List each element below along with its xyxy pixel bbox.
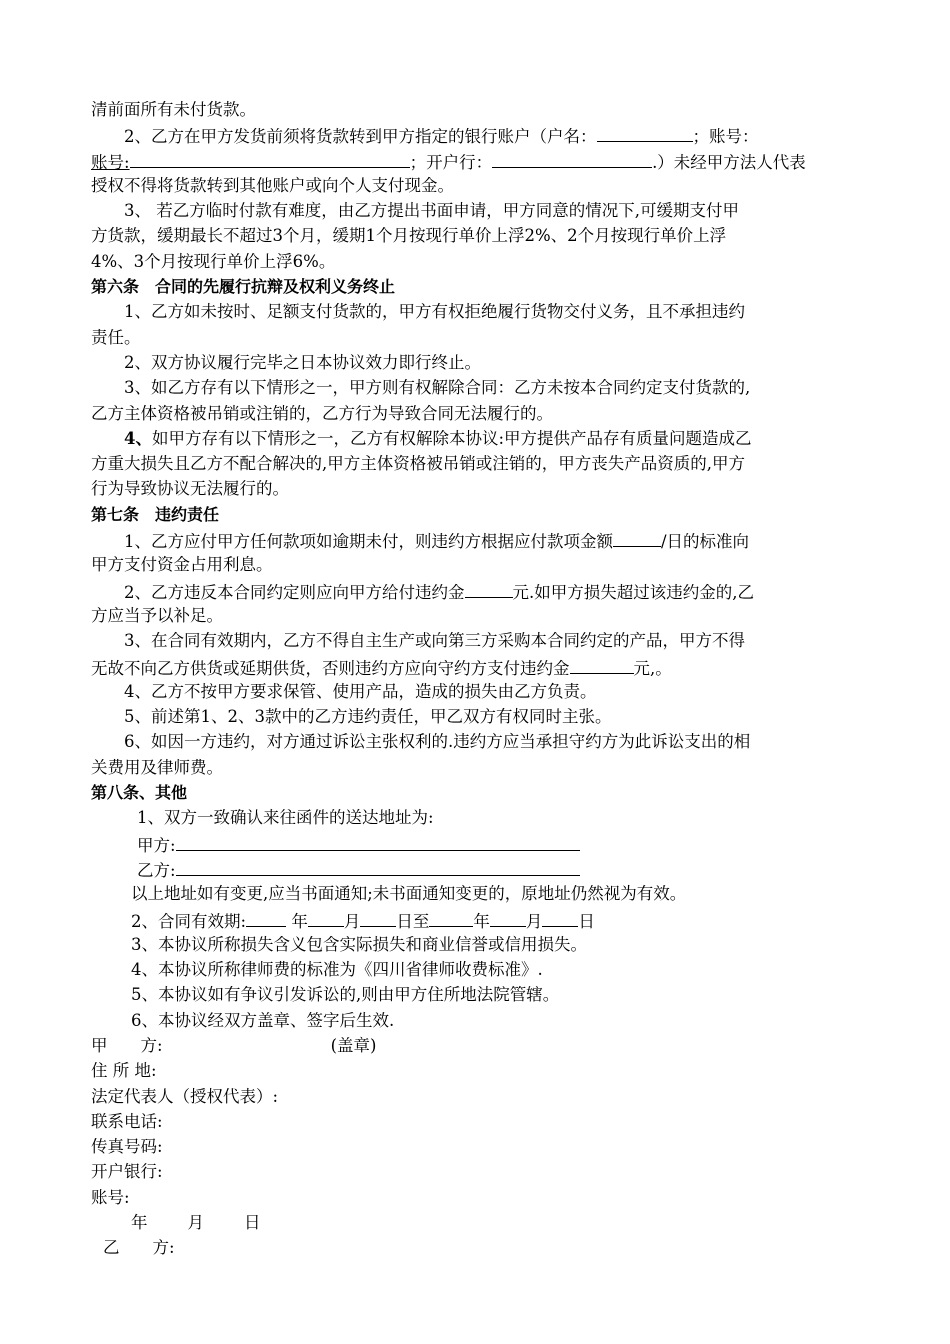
penalty-amount-blank	[570, 654, 634, 674]
phone-label: 联系电话:	[91, 1111, 163, 1131]
text-line: 4、本协议所称律师费的标准为《四川省律师收费标准》.	[131, 960, 543, 980]
text-segment: 月	[343, 911, 361, 931]
text-line: 清前面所有未付货款。	[91, 100, 256, 119]
text-line: 3、在合同有效期内，乙方不得自主生产或向第三方采购本合同约定的产品，甲方不得	[124, 631, 745, 651]
text-segment: 日	[244, 1213, 261, 1233]
bank-info-line	[91, 148, 861, 173]
seal-label: (盖章)	[330, 1035, 377, 1055]
address-label: 住 所 地:	[91, 1061, 157, 1081]
text-line: 甲方支付资金占用利息。	[91, 555, 273, 575]
date-blank	[429, 907, 473, 927]
text-line: 3、本协议所称损失含义包含实际损失和商业信誉或信用损失。	[131, 934, 587, 954]
text-segment: 月	[187, 1213, 204, 1233]
text-line: 以上地址如有变更,应当书面通知;未书面通知变更的，原地址仍然视为有效。	[131, 884, 687, 904]
text-segment: 日	[578, 911, 595, 931]
text-segment: 年	[291, 911, 308, 931]
signature-date	[91, 1210, 861, 1235]
text-segment: 1、乙方应付甲方任何款项如逾期未付，则违约方根据应付款项金额	[124, 532, 613, 552]
text-line: 关费用及律师费。	[91, 757, 223, 777]
text-segment: 2、合同有效期:	[131, 911, 247, 931]
text-line: 3、 若乙方临时付款有难度，由乙方提出书面申请，甲方同意的情况下,可缓期支付甲	[124, 201, 739, 221]
date-blank	[246, 907, 286, 927]
text-line	[91, 578, 861, 603]
text-segment: 无故不向乙方供货或延期供货，否则违约方应向守约方支付违约金	[91, 658, 570, 678]
address-blank	[176, 831, 580, 851]
penalty-amount-blank	[465, 578, 513, 598]
bank-label: 开户银行:	[91, 1162, 163, 1182]
text-segment: 年	[473, 911, 490, 931]
text-segment: ；开户行：	[409, 152, 493, 172]
contract-page	[91, 97, 861, 1261]
account-name-blank	[597, 122, 693, 142]
text-line: 3、如乙方存有以下情形之一，甲方则有权解除合同：乙方未按本合同约定支付货款的,	[124, 378, 751, 398]
fax-label: 传真号码:	[91, 1137, 163, 1157]
date-blank	[490, 907, 526, 927]
address-line-party-a	[91, 831, 861, 856]
account-label: 账号:	[91, 152, 130, 172]
text-line: 方应当予以补足。	[91, 605, 223, 625]
text-line: 4%、3个月按现行单价上浮6%。	[91, 251, 336, 271]
text-line: 责任。	[91, 327, 141, 347]
text-segment: .）未经甲方法人代表	[652, 152, 806, 172]
text-segment: 月	[525, 911, 543, 931]
text-line: 5、前述第1、2、3款中的乙方违约责任，甲乙双方有权同时主张。	[124, 707, 612, 727]
text-segment: 甲方:	[137, 835, 176, 855]
date-blank	[360, 907, 396, 927]
address-blank	[176, 856, 580, 876]
article-7-heading: 第七条 违约责任	[91, 504, 220, 524]
article-6-heading: 第六条 合同的先履行抗辩及权利义务终止	[91, 277, 396, 297]
text-segment: 日至	[396, 911, 430, 931]
signature-party-b: 乙 方:	[103, 1238, 175, 1258]
text-line: 行为导致协议无法履行的。	[91, 479, 289, 499]
payment-account-line	[91, 122, 861, 147]
text-line: 方货款，缓期最长不超过3个月，缓期1个月按现行单价上浮2%、2个月按现行单价上浮	[91, 226, 727, 246]
address-line-party-b	[91, 856, 861, 881]
interest-rate-blank	[613, 527, 661, 547]
text-line: 1、双方一致确认来往函件的送达地址为:	[137, 808, 434, 828]
text-segment: ；账号：	[692, 127, 759, 147]
text-segment: 元,。	[633, 658, 672, 678]
text-line	[91, 654, 861, 679]
signature-party-a	[91, 1033, 861, 1058]
text-segment: /日的标准向	[661, 532, 750, 552]
text-line	[91, 426, 861, 451]
text-segment: 乙方:	[137, 860, 176, 880]
text-line: 1、乙方如未按时、足额支付货款的，甲方有权拒绝履行货物交付义务，且不承担违约	[124, 302, 745, 322]
legal-rep-label: 法定代表人（授权代表）:	[91, 1086, 279, 1106]
bank-name-blank	[492, 148, 652, 168]
account-number-blank	[130, 148, 410, 168]
date-blank	[308, 907, 344, 927]
text-segment: 2、乙方违反本合同约定则应向甲方给付违约金	[124, 582, 465, 602]
text-line: 6、如因一方违约，对方通过诉讼主张权利的.违约方应当承担守约方为此诉讼支出的相	[124, 732, 751, 752]
account-label: 账号:	[91, 1187, 130, 1207]
text-line: 乙方主体资格被吊销或注销的，乙方行为导致合同无法履行的。	[91, 403, 553, 423]
date-blank	[542, 907, 578, 927]
text-line: 2、双方协议履行完毕之日本协议效力即行终止。	[124, 352, 481, 372]
text-line: 4、乙方不按甲方要求保管、使用产品，造成的损失由乙方负责。	[124, 681, 597, 701]
text-line	[91, 527, 861, 552]
item-number: 4、	[124, 428, 152, 448]
text-line: 方重大损失且乙方不配合解决的,甲方主体资格被吊销或注销的，甲方丧失产品资质的,甲方	[91, 454, 745, 474]
article-8-heading: 第八条、其他	[91, 783, 188, 803]
text-line: 5、本协议如有争议引发诉讼的,则由甲方住所地法院管辖。	[131, 985, 560, 1005]
text-segment: 2、乙方在甲方发货前须将货款转到甲方指定的银行账户（户名：	[124, 127, 597, 147]
text-line: 授权不得将货款转到其他账户或向个人支付现金。	[91, 175, 454, 195]
text-segment: 元.如甲方损失超过该违约金的,乙	[512, 582, 754, 602]
text-line: 6、本协议经双方盖章、签字后生效.	[131, 1010, 395, 1030]
text-segment: 年	[131, 1213, 148, 1233]
text-segment: 甲 方:	[91, 1035, 163, 1055]
text-segment: 如甲方存有以下情形之一，乙方有权解除本协议:甲方提供产品存有质量问题造成乙	[151, 428, 752, 448]
validity-period-line	[91, 907, 861, 932]
